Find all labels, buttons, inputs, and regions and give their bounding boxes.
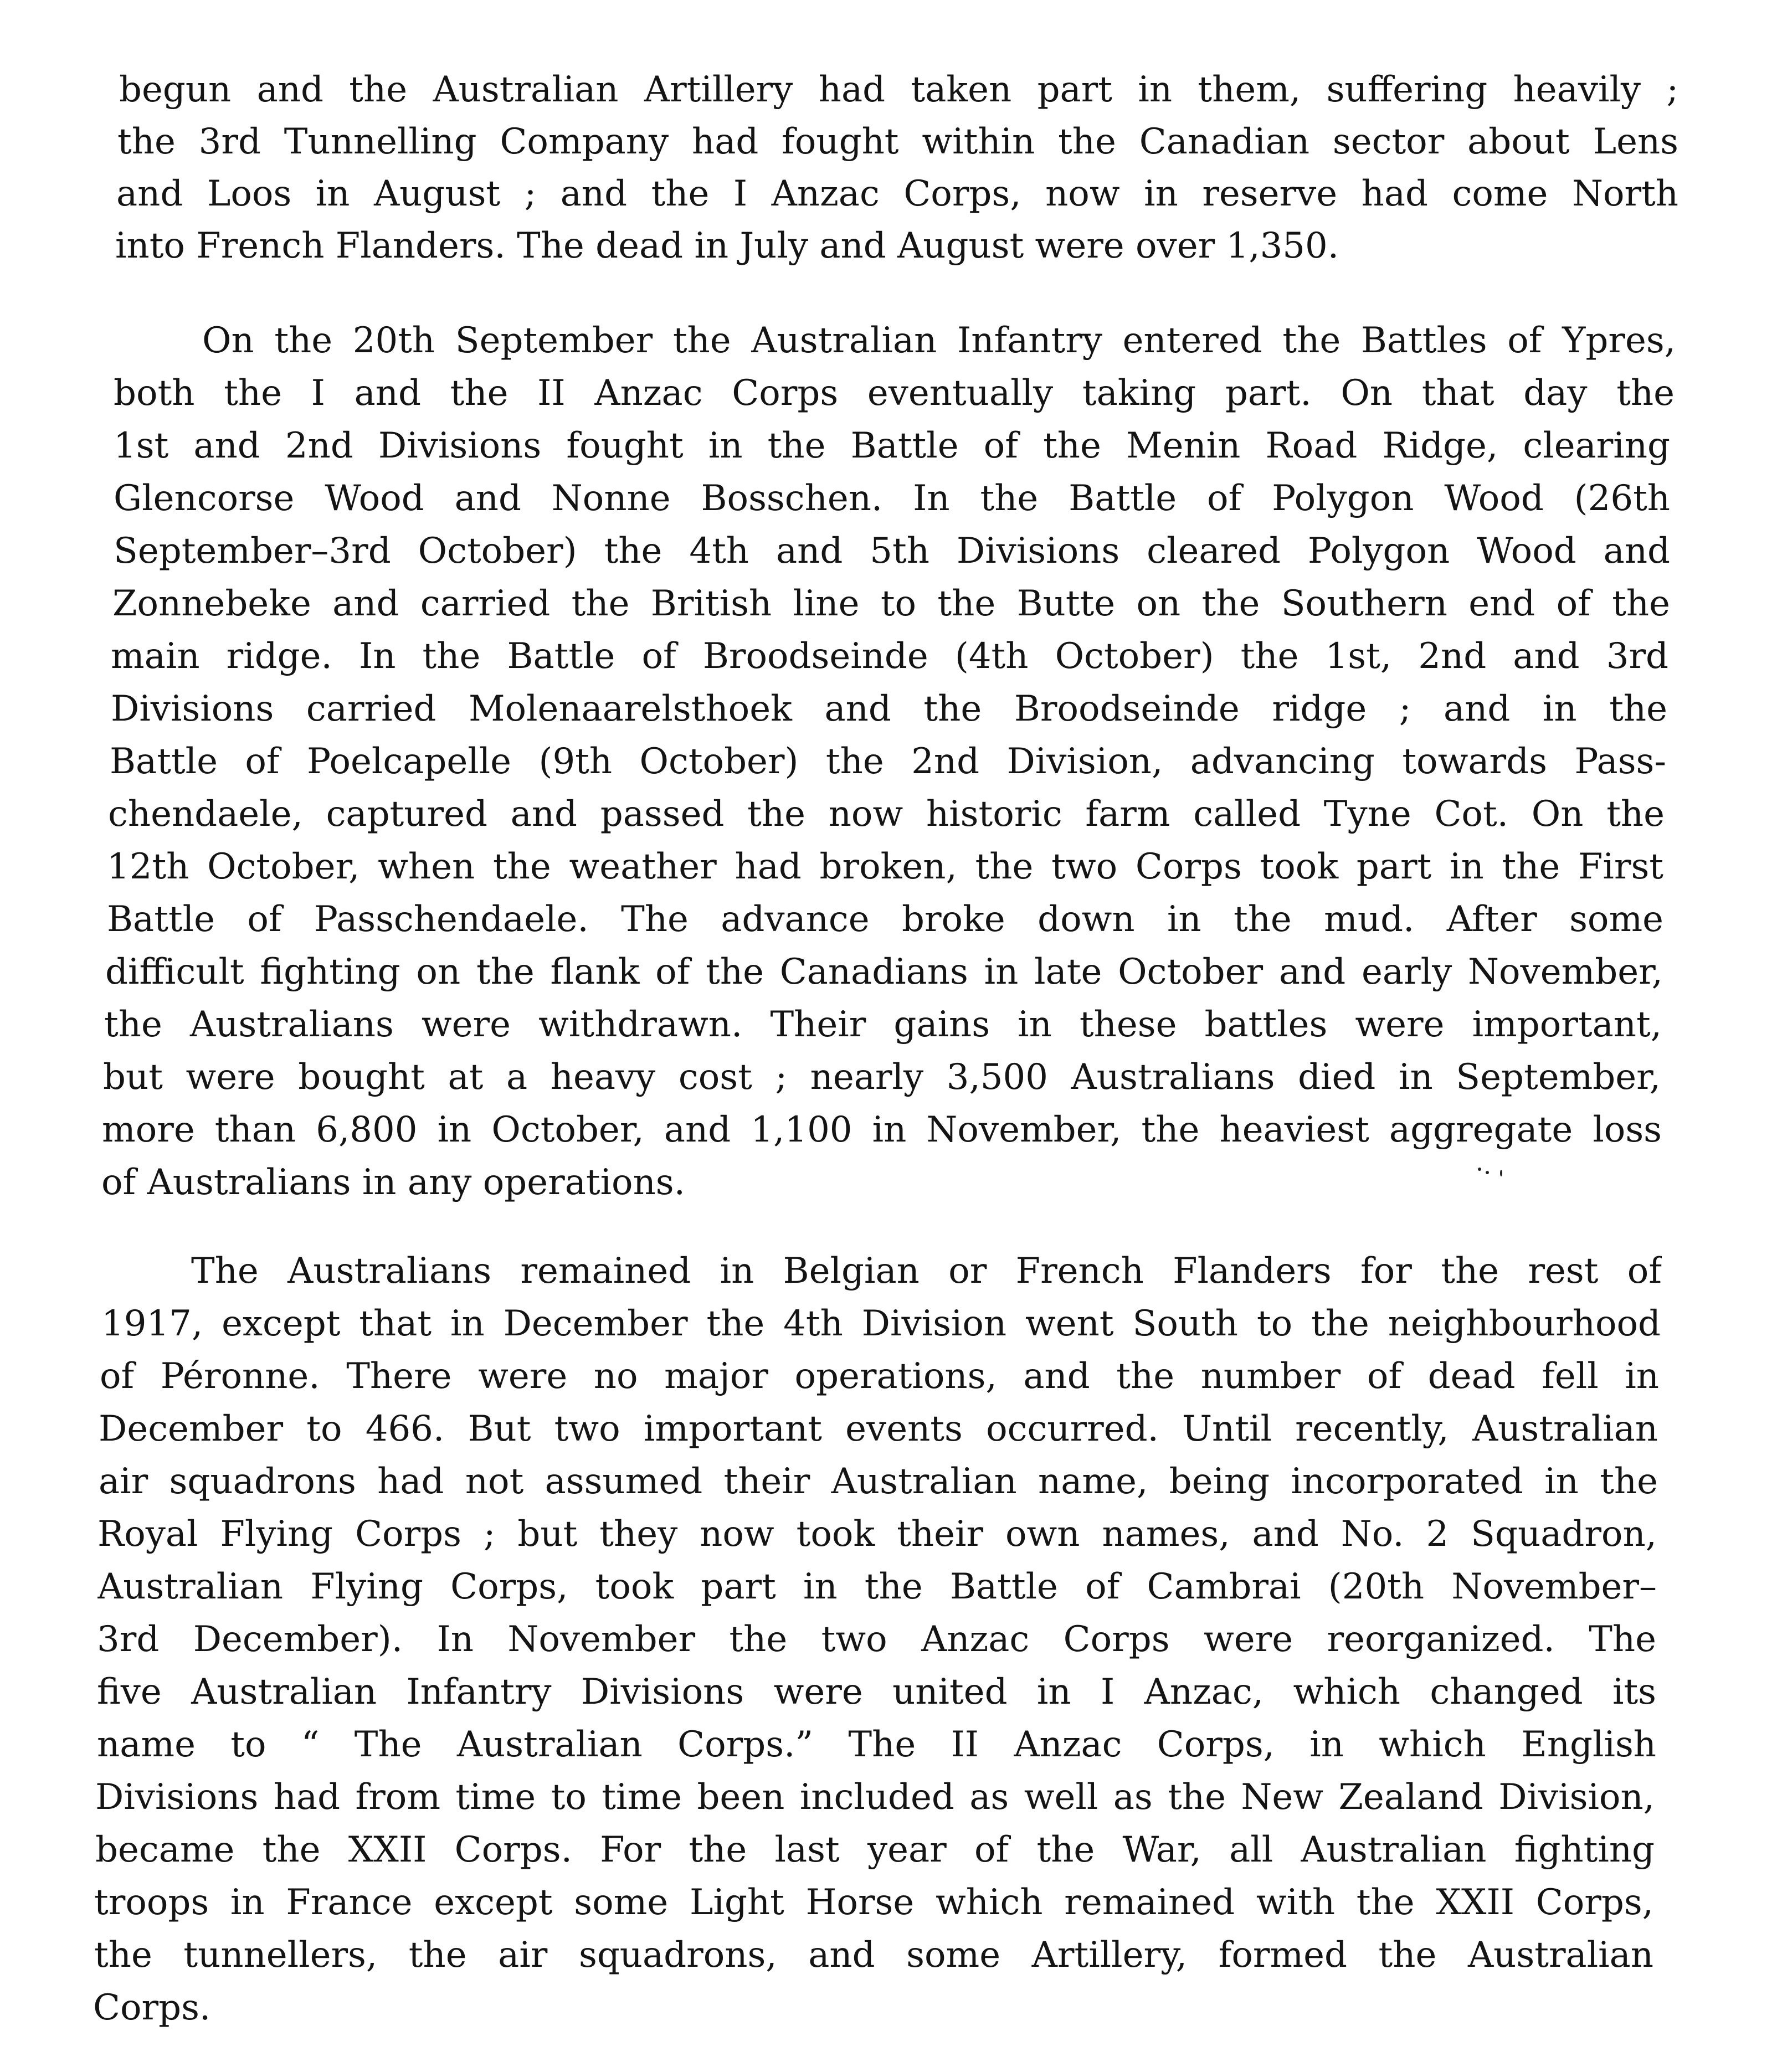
text-line: the Australians were withdrawn. Their gains in these battles were important, [104,1004,1662,1045]
text-line: became the XXII Corps. For the last year of the War, all Australian fighting [95,1829,1655,1870]
text-line: On the 20th September the Australian Infantry entered the Battles of Ypres, [202,320,1676,361]
text-line: into French Flanders. The dead in July and August were over 1,350. [115,225,1339,266]
text-line: the tunnellers, the air squadrons, and some Artillery, formed the Australian [94,1935,1653,1976]
text-line: Divisions carried Molenaarelsthoek and the Broodseinde ridge ; and in the [111,688,1667,729]
text-line: December to 466. But two important events occurred. Until recently, Australian [99,1408,1658,1449]
text-line: chendaele, captured and passed the now historic farm called Tyne Cot. On the [108,794,1665,835]
text-line: Battle of Poelcapelle (9th October) the 2nd Division, advancing towards Pass- [110,741,1666,782]
text-line: 3rd December). In November the two Anzac Corps were reorganized. The [97,1619,1656,1660]
text-line: Glencorse Wood and Nonne Bosschen. In the Battle of Polygon Wood (26th [114,478,1670,519]
text-line: main ridge. In the Battle of Broodseinde (4th October) the 1st, 2nd and 3rd [111,636,1668,677]
text-line: five Australian Infantry Divisions were united in I Anzac, which changed its [97,1672,1656,1713]
text-line: Zonnebeke and carried the British line to the Butte on the Southern end of the [112,583,1670,624]
text-line: and Loos in August ; and the I Anzac Corps, now in reserve had come North [116,173,1678,214]
text-line: September–3rd October) the 4th and 5th Divisions cleared Polygon Wood and [114,531,1670,572]
text-line: 1st and 2nd Divisions fought in the Battle of the Menin Road Ridge, clearing [114,425,1670,466]
text-line: but were bought at a heavy cost ; nearly 3,500 Australians died in September, [103,1057,1661,1098]
stray-ink-marks [1478,1163,1511,1180]
text-line: air squadrons had not assumed their Australian name, being incorporated in the [99,1461,1658,1502]
text-line: 12th October, when the weather had broken, the two Corps took part in the First [107,846,1663,887]
text-line: of Australians in any operations. [101,1162,685,1203]
text-line: name to “ The Australian Corps.” The II Anzac Corps, in which English [97,1724,1656,1765]
text-line: Australian Flying Corps, took part in the Battle of Cambrai (20th November– [97,1566,1657,1607]
text-line: Corps. [93,1987,211,2028]
text-line: troops in France except some Light Horse which remained with the XXII Corps, [94,1882,1653,1923]
text-line: The Australians remained in Belgian or French Flanders for the rest of [191,1251,1662,1292]
text-line: Royal Flying Corps ; but they now took their own names, and No. 2 Squadron, [97,1514,1657,1555]
text-line: more than 6,800 in October, and 1,100 in November, the heaviest aggregate loss [102,1109,1662,1150]
text-line: begun and the Australian Artillery had taken part in them, suffering heavily ; [119,69,1678,110]
text-line: 1917, except that in December the 4th Division went South to the neighbourhood [101,1303,1661,1344]
text-line: both the I and the II Anzac Corps eventually taking part. On that day the [114,373,1675,414]
text-line: Battle of Passchendaele. The advance broke down in the mud. After some [107,899,1663,940]
text-line: difficult fighting on the flank of the Canadians in late October and early November, [105,952,1663,993]
text-line: the 3rd Tunnelling Company had fought within the Canadian sector about Lens [117,121,1678,162]
text-line: Divisions had from time to time been included as well as the New Zealand Division, [95,1777,1655,1818]
text-line: of Péronne. There were no major operations, and the number of dead fell in [100,1356,1659,1397]
